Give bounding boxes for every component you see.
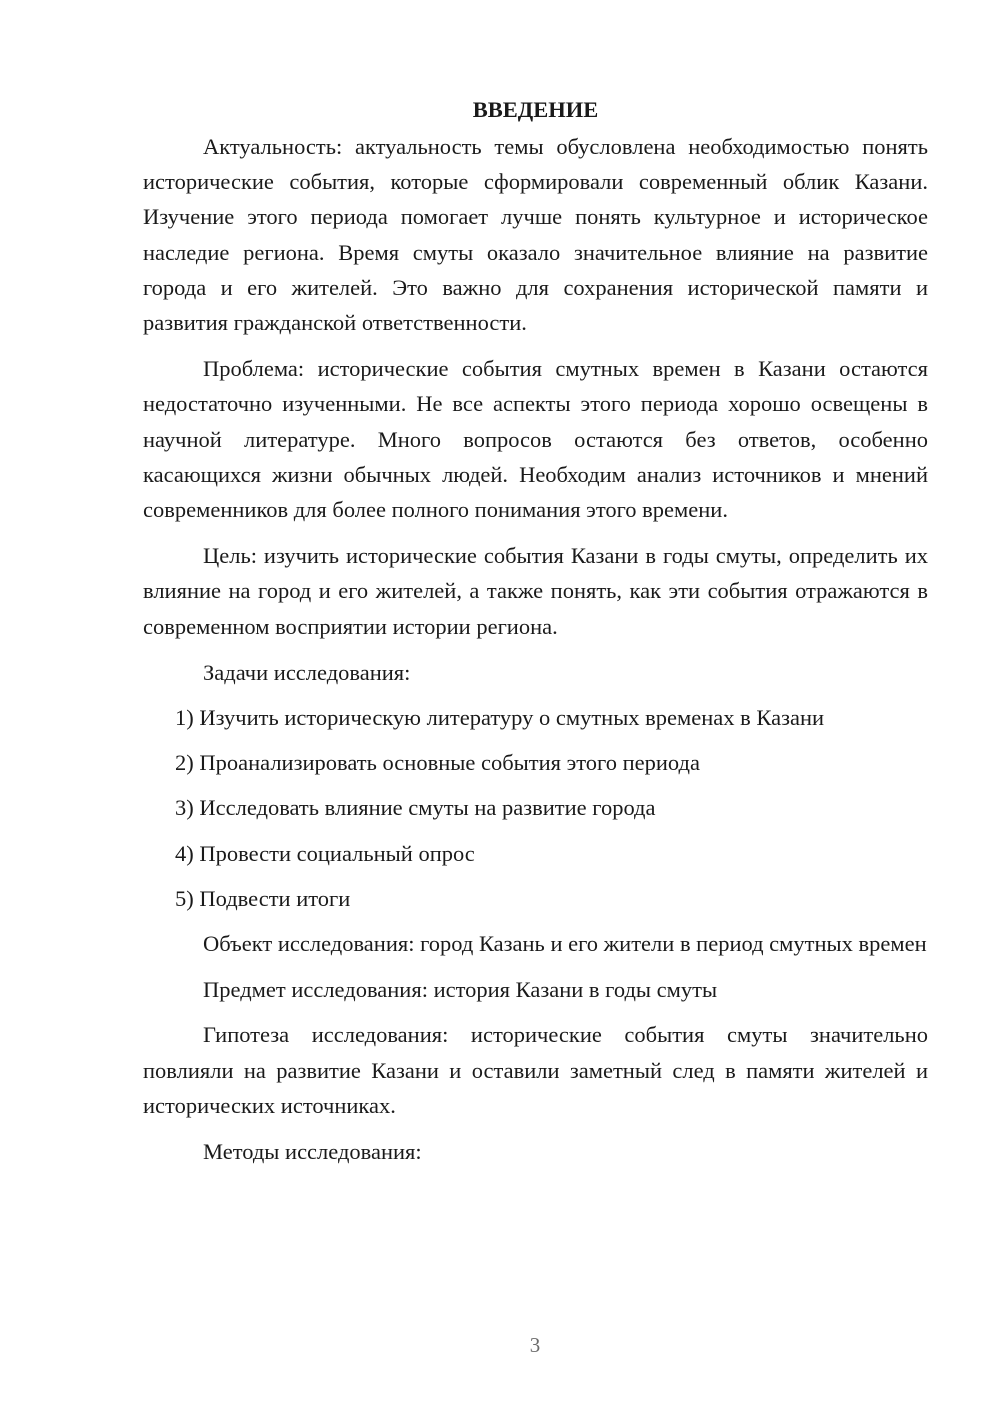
list-item: 2) Проанализировать основные события этого периода bbox=[175, 750, 700, 776]
tasks-title: Задачи исследования: bbox=[203, 659, 411, 685]
list-item: 4) Провести социальный опрос bbox=[175, 840, 475, 866]
paragraph-hypothesis: Гипотеза исследования: исторические события смуты значительно повлияли на развитие Казани и оставили заметный след в памяти жителей и исторических источниках. bbox=[143, 1022, 928, 1118]
paragraph-object: Объект исследования: город Казань и его жители в период смутных времен bbox=[203, 931, 927, 957]
paragraph-problem: Проблема: исторические события смутных времен в Казани остаются недостаточно изученными. Не все аспекты этого периода хорошо освещены в научной литературе. Много вопросов остаются без ответов, особенно касающихся жизни обычных людей. Необходим анализ источников и мнений современников для более полного понимания этого времени. bbox=[143, 356, 928, 523]
list-item: 3) Исследовать влияние смуты на развитие города bbox=[175, 795, 656, 821]
page-content bbox=[143, 92, 928, 1179]
paragraph-goal: Цель: изучить исторические события Казани в годы смуты, определить их влияние на город и его жителей, а также понять, как эти события отражаются в современном восприятии истории региона. bbox=[143, 543, 928, 639]
page-number: 3 bbox=[529, 1333, 541, 1357]
tasks-list bbox=[143, 700, 928, 916]
paragraph-relevance: Актуальность: актуальность темы обусловлена необходимостью понять исторические события, которые сформировали современный облик Казани. Изучение этого периода помогает лучше понять культурное и историческое наследие региона. Время смуты оказало значительное влияние на развитие города и его жителей. Это важно для сохранения исторической памяти и развития гражданской ответственности. bbox=[143, 134, 928, 336]
list-item: 5) Подвести итоги bbox=[175, 885, 351, 911]
list-item: 1) Изучить историческую литературу о смутных временах в Казани bbox=[175, 705, 825, 731]
methods-title: Методы исследования: bbox=[203, 1139, 422, 1165]
paragraph-subject: Предмет исследования: история Казани в годы смуты bbox=[203, 977, 718, 1003]
section-heading: ВВЕДЕНИЕ bbox=[472, 97, 599, 122]
